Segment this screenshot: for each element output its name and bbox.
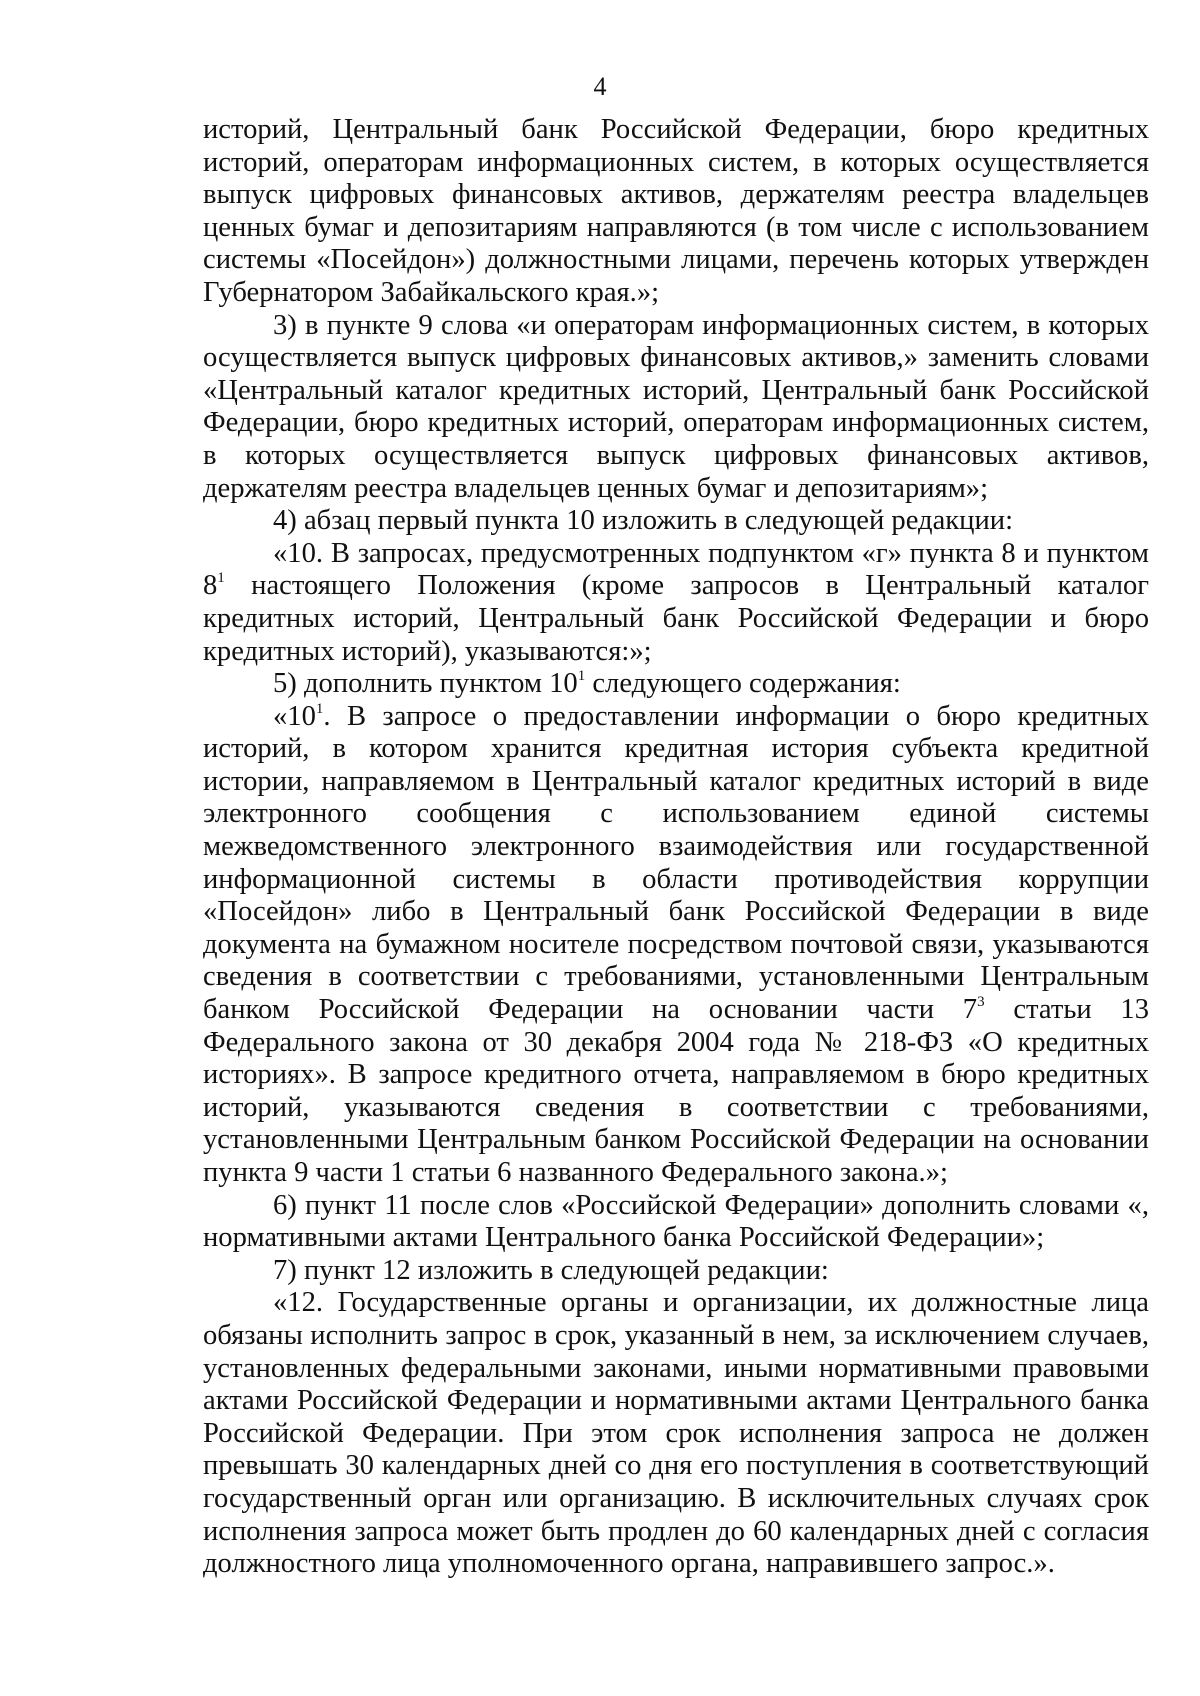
paragraph-item-7: 7) пункт 12 изложить в следующей редакции: [273, 1254, 829, 1286]
paragraph-clause-12: «12. Государственные органы и организации, их должностные лица обязаны исполнить запрос в срок, указанный в нем, за исключением случаев, установленных федеральными законами, иными нормативными правовыми актами Российской Федерации и нормативными актами Центрального банка Российской Федерации. При этом срок исполнения запроса не должен превышать 30 календарных дней со дня его поступления в соответствующий государственный орган или организацию. В исключительных случаях срок исполнения запроса может быть продлен до 60 календарных дней с согласия должностного лица уполномоченного органа, направившего запрос.». [203, 1287, 1149, 1580]
text-segment: 5) дополнить пунктом 10 [273, 668, 578, 700]
text-segment: следующего содержания: [585, 668, 901, 700]
page-number: 4 [593, 72, 607, 101]
text-segment: «10 [273, 700, 316, 732]
paragraph-item-5 [203, 668, 1149, 701]
superscript: 1 [315, 700, 324, 717]
paragraph-item-6: 6) пункт 11 после слов «Российской Федерации» дополнить словами «, нормативными актами Центрального банка Российской Федерации»; [203, 1189, 1149, 1254]
paragraph-clause-10 [203, 538, 1149, 668]
paragraph-clause-10-1 [203, 701, 1149, 1190]
superscript: 3 [977, 994, 985, 1011]
paragraph-item-4: 4) абзац первый пункта 10 изложить в следующей редакции: [273, 505, 1014, 537]
text-segment: настоящего Положения (кроме запросов в Центральный каталог кредитных историй, Центральный банк Российской Федерации и бюро кредитных историй), указываются:»; [203, 570, 1149, 667]
paragraph-continuation: историй, Центральный банк Российской Федерации, бюро кредитных историй, операторам информационных систем, в которых осуществляется выпуск цифровых финансовых активов, держателям реестра владельцев ценных бумаг и депозитариям направляются (в том числе с использованием системы «Посейдон») должностными лицами, перечень которых утвержден Губернатором Забайкальского края.»; [203, 114, 1149, 308]
paragraph-item-3: 3) в пункте 9 слова «и операторам информационных систем, в которых осуществляется выпуск цифровых финансовых активов,» заменить словами «Центральный каталог кредитных историй, Центральный банк Российской Федерации, бюро кредитных историй, операторам информационных систем, в которых осуществляется выпуск цифровых финансовых активов, держателям реестра владельцев ценных бумаг и депозитариям»; [203, 309, 1149, 504]
text-segment: статьи 13 Федерального закона от 30 декабря 2004 года № 218-ФЗ «О кредитных историях». В запросе кредитного отчета, направляемом в бюро кредитных историй, указываются сведения в соответствии с требованиями, установленными Центральным банком Российской Федерации на основании пункта 9 части 1 статьи 6 названного Федерального закона.»; [203, 994, 1150, 1188]
text-segment: «10. В запросах, предусмотренных подпунктом «г» пункта 8 и пунктом 8 [203, 537, 1149, 602]
document-body [203, 114, 1149, 1581]
text-segment: . В запросе о предоставлении информации о бюро кредитных историй, в котором хранится кредитная история субъекта кредитной истории, направляемом в Центральный каталог кредитных историй в виде электронного сообщения с использованием единой системы межведомственного электронного взаимодействия или государственной информационной системы в области противодействия коррупции «Посейдон» либо в Центральный банк Российской Федерации в виде документа на бумажном носителе посредством почтовой связи, указываются сведения в соответствии с требованиями, установленными Центральным банком Российской Федерации на основании части 7 [203, 700, 1149, 1026]
superscript: 1 [217, 570, 225, 587]
superscript: 1 [577, 668, 586, 685]
